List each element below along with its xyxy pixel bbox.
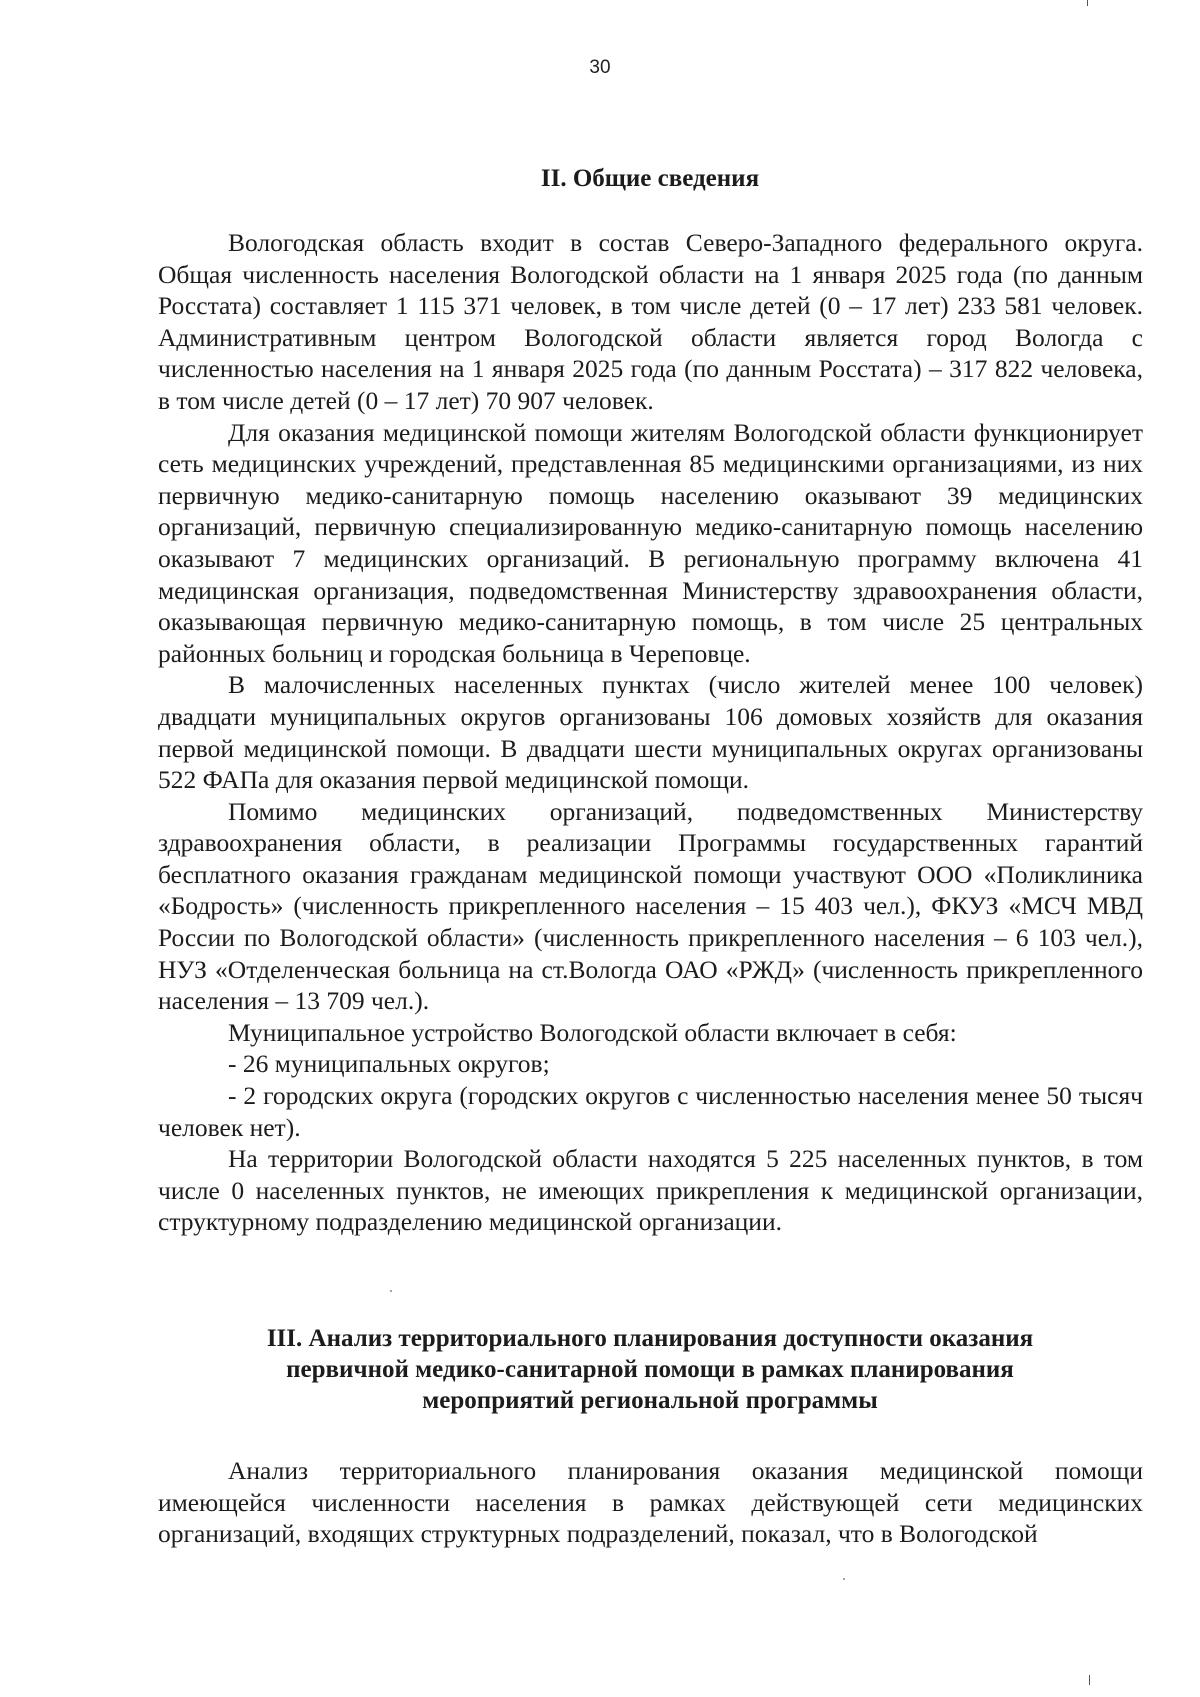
scan-mark-bottom xyxy=(1089,1675,1090,1685)
section-3-heading-line-3: мероприятий региональной программы xyxy=(422,1387,878,1414)
paragraph-small-settlements: В малочисленных населенных пунктах (число жителей менее 100 человек) двадцати муниципальных округов организованы 106 домовых хозяйств для оказания первой медицинской помощи. В двадцати шести муниципальных округах организованы 522 ФАПа для оказания первой медицинской помощи. xyxy=(158,670,1143,795)
scan-mark-top xyxy=(1087,0,1088,6)
paragraph-medical-network: Для оказания медицинской помощи жителям Вологодской области функционирует сеть медицинских учреждений, представленная 85 медицинскими организациями, из них первичную медико-санитарную помощь населению оказывают 39 медицинских организаций, первичную специализированную медико-санитарную помощь населению оказывают 7 медицинских организаций. В региональную программу включена 41 медицинская организация, подведомственная Министерству здравоохранения области, оказывающая первичную медико-санитарную помощь, в том числе 25 центральных районных больниц и городская больница в Череповце. xyxy=(158,417,1143,668)
paragraph-analysis: Анализ территориального планирования оказания медицинской помощи имеющейся численности населения в рамках действующей сети медицинских организаций, входящих структурных подразделений, показал, что в Вологодской xyxy=(158,1456,1143,1549)
section-3-body xyxy=(158,1455,1143,1550)
list-item-city-districts: - 2 городских округа (городских округов с численностью населения менее 50 тысяч человек нет). xyxy=(158,1081,1143,1142)
section-3-heading xyxy=(160,1323,1140,1416)
section-2-heading: II. Общие сведения xyxy=(540,165,760,192)
paragraph-municipal-structure: Муниципальное устройство Вологодской области включает в себя: xyxy=(228,1017,957,1047)
paragraph-settlements: На территории Вологодской области находятся 5 225 населенных пунктов, в том числе 0 населенных пунктов, не имеющих прикрепления к медицинской организации, структурному подразделению медицинской организации. xyxy=(158,1144,1143,1237)
section-3-heading-line-1: III. Анализ территориального планирования доступности оказания xyxy=(266,1325,1034,1352)
paragraph-other-organizations: Помимо медицинских организаций, подведомственных Министерству здравоохранения области, в реализации Программы государственных гарантий бесплатного оказания гражданам медицинской помощи участвуют ООО «Поликлиника «Бодрость» (численность прикрепленного населения – 15 403 чел.), ФКУЗ «МСЧ МВД России по Вологодской области» (численность прикрепленного населения – 6 103 чел.), НУЗ «Отделенческая больница на ст.Вологда ОАО «РЖД» (численность прикрепленного населения – 13 709 чел.). xyxy=(158,796,1143,1016)
list-item-municipal-districts: - 26 муниципальных округов; xyxy=(228,1049,550,1079)
page-number: 30 xyxy=(589,57,611,78)
section-2-body xyxy=(158,227,1143,1238)
section-3-heading-line-2: первичной медико-санитарной помощи в рамках планирования xyxy=(286,1356,1014,1383)
scan-speck xyxy=(390,1290,392,1292)
paragraph-population: Вологодская область входит в состав Северо-Западного федерального округа. Общая численность населения Вологодской области на 1 января 2025 года (по данным Росстата) составляет 1 115 371 человек, в том числе детей (0 – 17 лет) 233 581 человек. Административным центром Вологодской области является город Вологда с численностью населения на 1 января 2025 года (по данным Росстата) – 317 822 человека, в том числе детей (0 – 17 лет) 70 907 человек. xyxy=(158,228,1143,415)
scan-speck xyxy=(843,1578,845,1580)
